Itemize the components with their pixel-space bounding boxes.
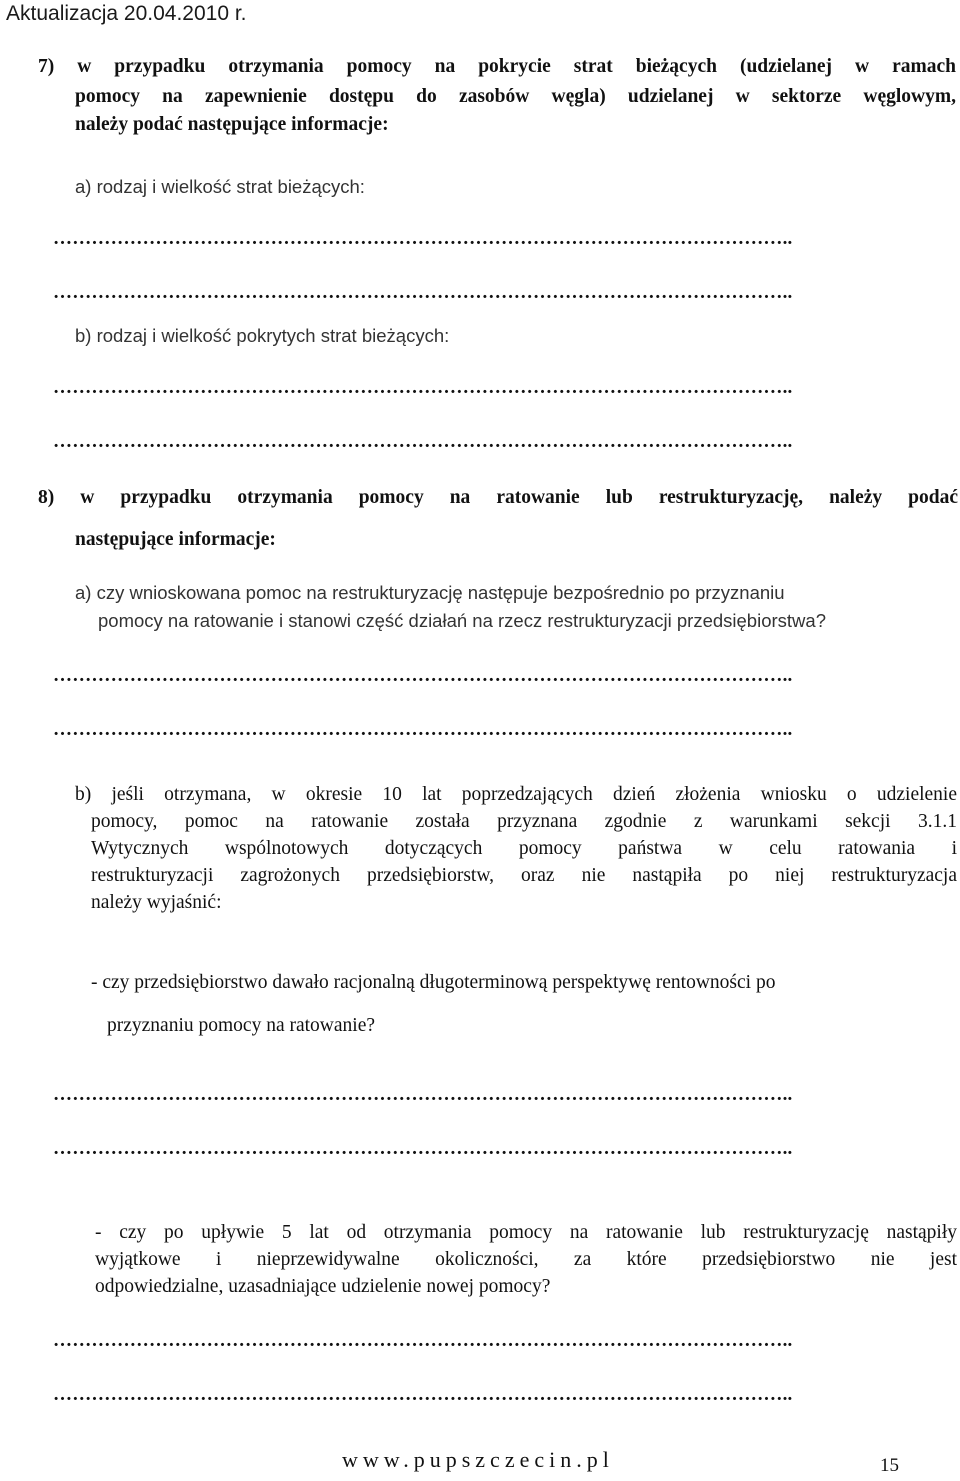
answer-line: …………………………………………………………………………………………………….. — [53, 377, 793, 398]
page-header-date: Aktualizacja 20.04.2010 r. — [6, 2, 247, 25]
answer-line: …………………………………………………………………………………………………….. — [53, 665, 793, 686]
section7-heading-line2: pomocy na zapewnienie dostępu do zasobów węgla) udzielanej w sektorze węglowym, — [75, 86, 956, 107]
answer-line: …………………………………………………………………………………………………….. — [53, 1084, 793, 1105]
answer-line: …………………………………………………………………………………………………….. — [53, 719, 793, 740]
question2-line3: odpowiedzialne, uzasadniające udzielenie nowej pomocy? — [95, 1276, 551, 1297]
question2-line1: - czy po upływie 5 lat od otrzymania pomocy na ratowanie lub restrukturyzację nastąpiły — [95, 1222, 957, 1243]
question2-line2: wyjątkowe i nieprzewidywalne okoliczności, za które przedsiębiorstwo nie jest — [95, 1249, 957, 1270]
section7-heading-line1: 7) w przypadku otrzymania pomocy na pokrycie strat bieżących (udzielanej w ramach — [38, 56, 956, 77]
answer-line: …………………………………………………………………………………………………….. — [53, 1384, 793, 1405]
answer-line: …………………………………………………………………………………………………….. — [53, 228, 793, 249]
section8-item-a-line2: pomocy na ratowanie i stanowi część działań na rzecz restrukturyzacji przedsiębiorstwa? — [98, 610, 826, 631]
answer-line: …………………………………………………………………………………………………….. — [53, 282, 793, 303]
section8-item-b-line5: należy wyjaśnić: — [91, 892, 222, 913]
answer-line: …………………………………………………………………………………………………….. — [53, 1330, 793, 1351]
section8-item-b-line1: b) jeśli otrzymana, w okresie 10 lat poprzedzających dzień złożenia wniosku o udzielenie — [75, 784, 957, 805]
answer-line: …………………………………………………………………………………………………….. — [53, 1138, 793, 1159]
section8-item-b-line4: restrukturyzacji zagrożonych przedsiębiorstw, oraz nie nastąpiła po niej restrukturyzacja — [91, 865, 957, 886]
section8-heading-line2: następujące informacje: — [75, 529, 276, 550]
answer-line: …………………………………………………………………………………………………….. — [53, 431, 793, 452]
question1-line1: - czy przedsiębiorstwo dawało racjonalną długoterminową perspektywę rentowności po — [91, 972, 776, 993]
section7-heading-line3: należy podać następujące informacje: — [75, 114, 389, 135]
page-number: 15 — [880, 1455, 899, 1476]
question1-line2: przyznaniu pomocy na ratowanie? — [107, 1015, 376, 1036]
section8-heading-line1: 8) w przypadku otrzymania pomocy na ratowanie lub restrukturyzację, należy podać — [38, 487, 958, 508]
section7-item-b-label: b) rodzaj i wielkość pokrytych strat bieżących: — [75, 325, 450, 346]
section7-item-a-label: a) rodzaj i wielkość strat bieżących: — [75, 176, 365, 197]
footer-website-link[interactable]: www.pupszczecin.pl — [342, 1447, 614, 1472]
section8-item-a-line1: a) czy wnioskowana pomoc na restrukturyzację następuje bezpośrednio po przyznaniu — [75, 582, 785, 603]
section8-item-b-line2: pomocy, pomoc na ratowanie została przyznana zgodnie z warunkami sekcji 3.1.1 — [91, 811, 957, 832]
section8-item-b-line3: Wytycznych wspólnotowych dotyczących pomocy państwa w celu ratowania i — [91, 838, 957, 859]
